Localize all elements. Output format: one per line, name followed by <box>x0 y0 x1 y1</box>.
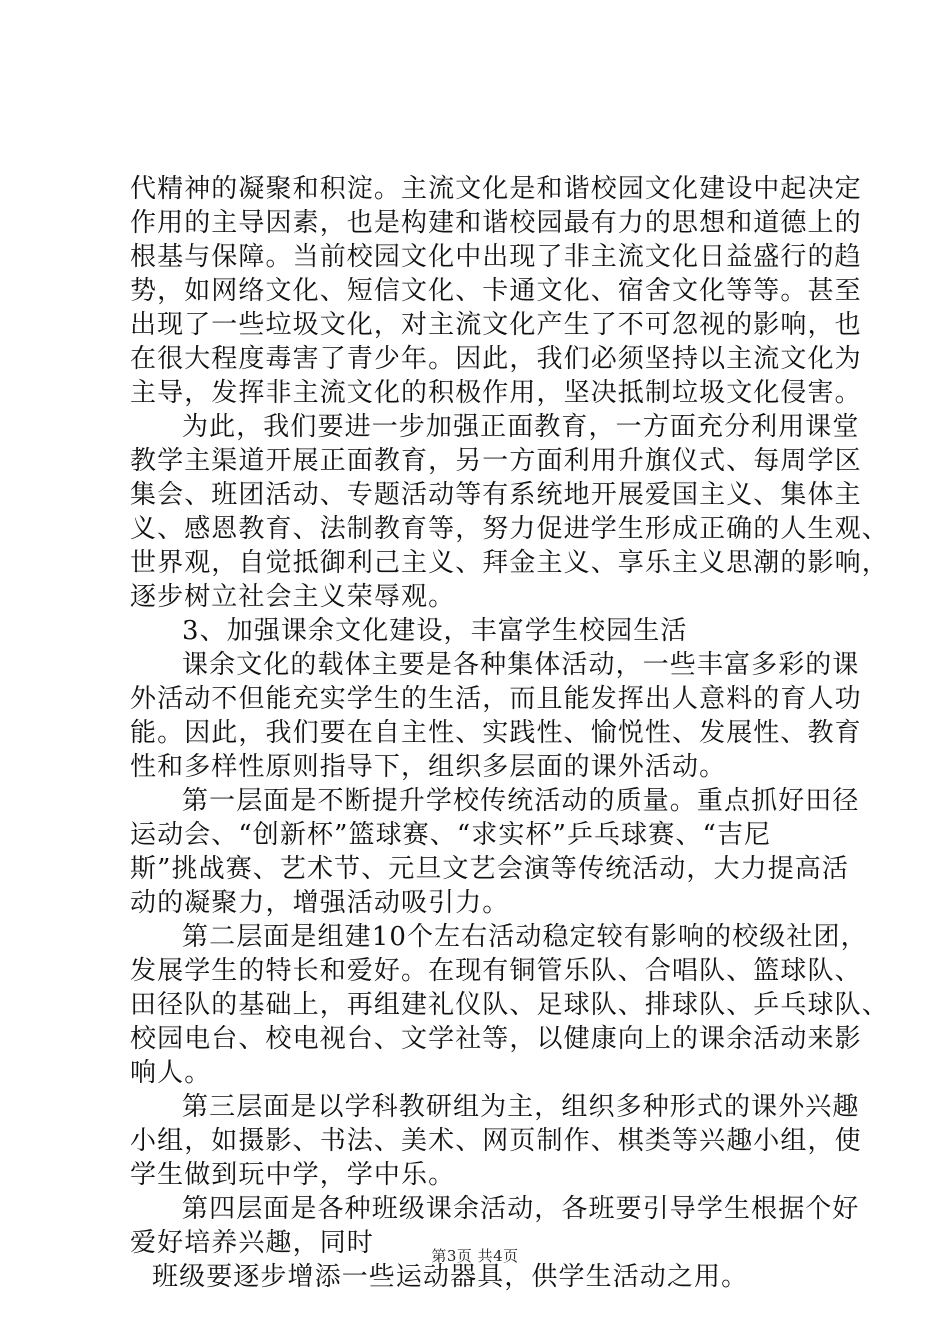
paragraph-start-line: 班级要逐步增添一些运动器具，供学生活动之用。 <box>152 1262 749 1292</box>
text-line: 外活动不但能充实学生的生活，而且能发挥出人意料的育人功 <box>130 684 862 714</box>
text-line: 运动会、“创新杯”篮球赛、“求实杯”乒乓球赛、“吉尼 <box>130 820 772 850</box>
text-line: 在很大程度毒害了青少年。因此，我们必须坚持以主流文化为 <box>130 344 862 374</box>
text-line: 世界观，自觉抵御利己主义、拜金主义、享乐主义思潮的影响， <box>130 548 889 578</box>
paragraph-start-line: 第三层面是以学科教研组为主，组织多种形式的课外兴趣 <box>182 1092 860 1122</box>
text-line: 根基与保障。当前校园文化中出现了非主流文化日益盛行的趋 <box>130 242 862 272</box>
text-line: 动的凝聚力，增强活动吸引力。 <box>130 888 510 918</box>
text-line: 义、感恩教育、法制教育等，努力促进学生形成正确的人生观、 <box>130 514 889 544</box>
text-line: 小组，如摄影、书法、美术、网页制作、棋类等兴趣小组，使 <box>130 1126 862 1156</box>
text-line: 响人。 <box>130 1058 212 1088</box>
text-line: 性和多样性原则指导下，组织多层面的课外活动。 <box>130 752 727 782</box>
paragraph-start-line: 第一层面是不断提升学校传统活动的质量。重点抓好田径 <box>182 786 860 816</box>
text-line: 代精神的凝聚和积淀。主流文化是和谐校园文化建设中起决定 <box>130 174 862 204</box>
text-line: 爱好培养兴趣，同时 <box>130 1228 374 1258</box>
text-line: 势，如网络文化、短信文化、卡通文化、宿舍文化等等。甚至 <box>130 276 862 306</box>
page-number-footer: 第3页 共4页 <box>431 1247 519 1265</box>
text-line: 能。因此，我们要在自主性、实践性、愉悦性、发展性、教育 <box>130 718 862 748</box>
paragraph-start-line: 第二层面是组建10个左右活动稳定较有影响的校级社团， <box>182 922 868 952</box>
text-line: 出现了一些垃圾文化，对主流文化产生了不可忽视的影响，也 <box>130 310 862 340</box>
text-line: 主导，发挥非主流文化的积极作用，坚决抵制垃圾文化侵害。 <box>130 378 862 408</box>
text-line: 教学主渠道开展正面教育，另一方面利用升旗仪式、每周学区 <box>130 446 862 476</box>
text-line: 田径队的基础上，再组建礼仪队、足球队、排球队、乒乓球队、 <box>130 990 889 1020</box>
section-heading: 3、加强课余文化建设，丰富学生校园生活 <box>182 616 688 646</box>
text-line: 逐步树立社会主义荣辱观。 <box>130 582 456 612</box>
document-body <box>130 172 889 1294</box>
text-line: 作用的主导因素，也是构建和谐校园最有力的思想和道德上的 <box>130 208 862 238</box>
text-line: 斯”挑战赛、艺术节、元旦文艺会演等传统活动，大力提高活 <box>130 854 849 884</box>
paragraph-start-line: 课余文化的载体主要是各种集体活动，一些丰富多彩的课 <box>182 650 860 680</box>
paragraph-start-line: 为此，我们要进一步加强正面教育，一方面充分利用课堂 <box>182 412 860 442</box>
text-line: 学生做到玩中学，学中乐。 <box>130 1160 456 1190</box>
paragraph-start-line: 第四层面是各种班级课余活动，各班要引导学生根据个好 <box>182 1194 860 1224</box>
text-line: 发展学生的特长和爱好。在现有铜管乐队、合唱队、篮球队、 <box>130 956 862 986</box>
text-line: 集会、班团活动、专题活动等有系统地开展爱国主义、集体主 <box>130 480 862 510</box>
text-line: 校园电台、校电视台、文学社等，以健康向上的课余活动来影 <box>130 1024 862 1054</box>
